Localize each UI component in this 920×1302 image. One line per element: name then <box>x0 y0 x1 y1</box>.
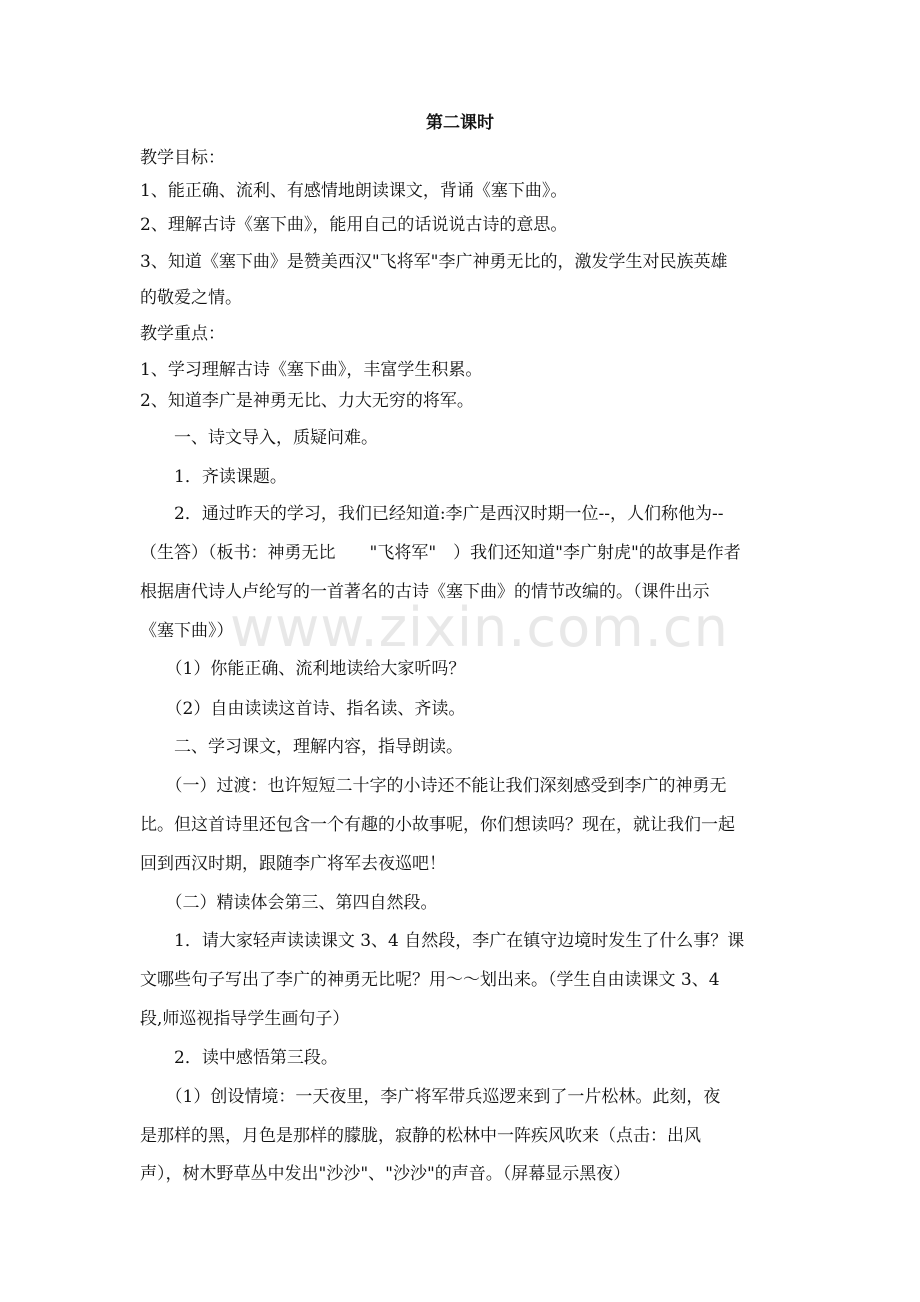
text-line: （一）过渡：也许短短二十字的小诗还不能让我们深刻感受到李广的神勇无 <box>140 776 727 796</box>
text-line: 文哪些句子写出了李广的神勇无比呢？用～～划出来。（学生自由读课文 3、4 <box>140 970 720 990</box>
text-line: 一、诗文导入，质疑问难。 <box>140 428 378 448</box>
text-line: 教学目标： <box>140 148 225 168</box>
text-line: 声），树木野草丛中发出"沙沙"、"沙沙"的声音。（屏幕显示黑夜） <box>140 1164 631 1184</box>
text-line: 《塞下曲》） <box>140 621 234 641</box>
text-line: 根据唐代诗人卢纶写的一首著名的古诗《塞下曲》的情节改编的。（课件出示 <box>140 582 710 602</box>
text-line: 2．通过昨天的学习，我们已经知道:李广是西汉时期一位--，人们称他为-- <box>140 504 724 524</box>
text-line: 的敬爱之情。 <box>140 288 242 308</box>
text-line: 2、理解古诗《塞下曲》，能用自己的话说说古诗的意思。 <box>140 215 568 235</box>
text-line: （1）你能正确、流利地读给大家听吗？ <box>140 659 466 679</box>
text-line: 2、知道李广是神勇无比、力大无穷的将军。 <box>140 391 474 411</box>
text-line: （1）创设情境：一天夜里，李广将军带兵巡逻来到了一片松林。此刻，夜 <box>140 1087 721 1107</box>
text-line: 3、知道《塞下曲》是赞美西汉"飞将军"李广神勇无比的，激发学生对民族英雄 <box>140 252 728 272</box>
text-line: 回到西汉时期，跟随李广将军去夜巡吧！ <box>140 854 446 874</box>
text-line: 1、能正确、流利、有感情地朗读课文，背诵《塞下曲》。 <box>140 181 568 201</box>
text-line: （生答）（板书：神勇无比 "飞将军" ）我们还知道"李广射虎"的故事是作者 <box>140 543 741 563</box>
text-line: 1．请大家轻声读读课文 3、4 自然段，李广在镇守边境时发生了什么事？课 <box>140 931 745 951</box>
text-line: 教学重点： <box>140 324 225 344</box>
text-line: 比。但这首诗里还包含一个有趣的小故事呢，你们想读吗？现在，就让我们一起 <box>140 815 735 835</box>
text-line: （2）自由读读这首诗、指名读、齐读。 <box>140 699 466 719</box>
text-line: 是那样的黑，月色是那样的朦胧，寂静的松林中一阵疾风吹来（点击：出风 <box>140 1126 701 1146</box>
text-line: （二）精读体会第三、第四自然段。 <box>140 893 438 913</box>
page-title: 第二课时 <box>426 113 494 133</box>
text-line: 1．齐读课题。 <box>140 467 287 487</box>
text-line: 段,师巡视指导学生画句子） <box>140 1009 350 1029</box>
watermark: www.zixin.com.cn <box>230 596 729 659</box>
text-line: 1、学习理解古诗《塞下曲》，丰富学生积累。 <box>140 360 483 380</box>
text-line: 2．读中感悟第三段。 <box>140 1048 338 1068</box>
text-line: 二、学习课文，理解内容，指导朗读。 <box>140 737 463 757</box>
